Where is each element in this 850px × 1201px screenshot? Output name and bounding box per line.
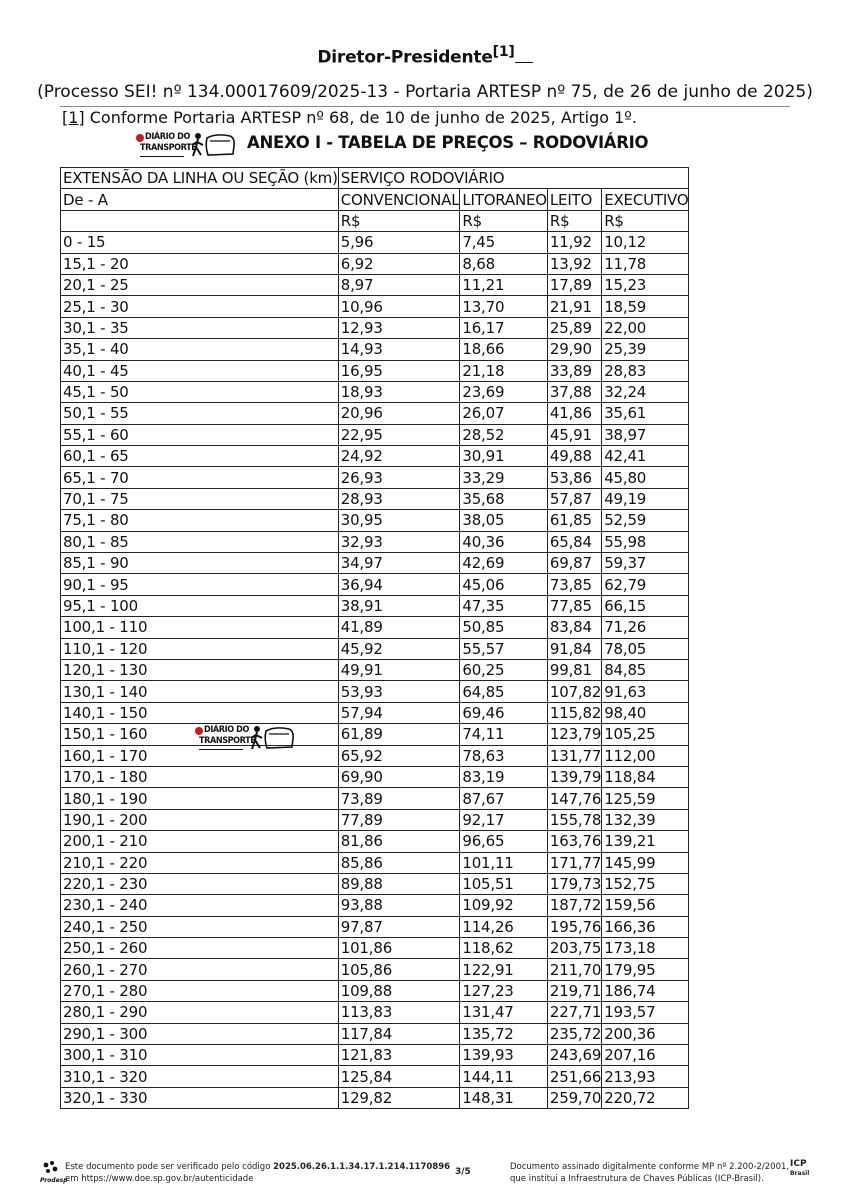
range-cell: 260,1 - 270 (61, 959, 339, 980)
range-cell: 160,1 - 170 (61, 745, 339, 766)
litoraneo-price: 60,25 (460, 659, 548, 680)
process-reference: (Processo SEI! nº 134.00017609/2025-13 - Portaria ARTESP nº 75, de 26 de junho de 2025) (37, 82, 813, 102)
litoraneo-price: 7,45 (460, 232, 548, 253)
digital-signature-note (510, 1161, 789, 1185)
table-row (61, 938, 689, 959)
range-cell: 250,1 - 260 (61, 938, 339, 959)
table-row (61, 681, 689, 702)
range-cell: 170,1 - 180 (61, 766, 339, 787)
range-cell: 95,1 - 100 (61, 595, 339, 616)
convencional-price: 57,94 (338, 702, 460, 723)
litoraneo-price: 131,47 (460, 1002, 548, 1023)
table-row (61, 232, 689, 253)
litoraneo-price: 35,68 (460, 488, 548, 509)
icp-label: ICP (790, 1159, 807, 1169)
range-cell: 15,1 - 20 (61, 253, 339, 274)
range-cell: 220,1 - 230 (61, 873, 339, 894)
litoraneo-price: 122,91 (460, 959, 548, 980)
convencional-price: 28,93 (338, 488, 460, 509)
table-row (61, 980, 689, 1001)
convencional-price: 73,89 (338, 788, 460, 809)
executivo-price: 125,59 (602, 788, 689, 809)
verify-prefix: Este documento pode ser verificado pelo código (65, 1162, 274, 1172)
executivo-price: 207,16 (602, 1045, 689, 1066)
leito-price: 25,89 (547, 317, 601, 338)
range-cell: 25,1 - 30 (61, 296, 339, 317)
range-cell: 65,1 - 70 (61, 467, 339, 488)
convencional-price: 5,96 (338, 232, 460, 253)
litoraneo-price: 144,11 (460, 1066, 548, 1087)
range-cell: 35,1 - 40 (61, 339, 339, 360)
executivo-price: 11,78 (602, 253, 689, 274)
convencional-price: 34,97 (338, 553, 460, 574)
table-row (61, 831, 689, 852)
leito-price: 203,75 (547, 938, 601, 959)
convencional-price: 36,94 (338, 574, 460, 595)
convencional-price: 81,86 (338, 831, 460, 852)
convencional-price: 20,96 (338, 403, 460, 424)
diario-do-transporte-logo (136, 132, 236, 162)
convencional-price: 16,95 (338, 360, 460, 381)
litoraneo-price: 96,65 (460, 831, 548, 852)
header-convencional: CONVENCIONAL (338, 189, 460, 210)
red-dot-icon (136, 134, 144, 142)
convencional-price: 89,88 (338, 873, 460, 894)
table-row (61, 766, 689, 787)
header-service: SERVIÇO RODOVIÁRIO (338, 168, 689, 189)
table-row (61, 659, 689, 680)
range-cell: 75,1 - 80 (61, 510, 339, 531)
leito-price: 11,92 (547, 232, 601, 253)
range-cell: 90,1 - 95 (61, 574, 339, 595)
leito-price: 243,69 (547, 1045, 601, 1066)
executivo-price: 66,15 (602, 595, 689, 616)
range-cell: 140,1 - 150 (61, 702, 339, 723)
table-row (61, 531, 689, 552)
convencional-price: 18,93 (338, 381, 460, 402)
leito-price: 179,73 (547, 873, 601, 894)
convencional-price: 65,92 (338, 745, 460, 766)
table-row (61, 1087, 689, 1108)
litoraneo-price: 92,17 (460, 809, 548, 830)
executivo-price: 200,36 (602, 1023, 689, 1044)
litoraneo-price: 45,06 (460, 574, 548, 595)
litoraneo-price: 83,19 (460, 766, 548, 787)
table-row (61, 467, 689, 488)
table-row (61, 296, 689, 317)
executivo-price: 139,21 (602, 831, 689, 852)
range-cell: 20,1 - 25 (61, 274, 339, 295)
currency-cell: R$ (547, 210, 601, 231)
range-cell: 150,1 - 160 (61, 724, 339, 745)
divider (60, 106, 790, 107)
convencional-price: 85,86 (338, 852, 460, 873)
executivo-price: 35,61 (602, 403, 689, 424)
table-row (61, 360, 689, 381)
leito-price: 195,76 (547, 916, 601, 937)
executivo-price: 193,57 (602, 1002, 689, 1023)
leito-price: 99,81 (547, 659, 601, 680)
executivo-price: 98,40 (602, 702, 689, 723)
litoraneo-price: 28,52 (460, 424, 548, 445)
range-cell: 230,1 - 240 (61, 895, 339, 916)
litoraneo-price: 26,07 (460, 403, 548, 424)
convencional-price: 109,88 (338, 980, 460, 1001)
executivo-price: 42,41 (602, 446, 689, 467)
table-row (61, 403, 689, 424)
logo-underline (140, 156, 184, 157)
range-cell: 100,1 - 110 (61, 617, 339, 638)
litoraneo-price: 30,91 (460, 446, 548, 467)
footnote-ref-link[interactable]: [1] (492, 44, 515, 60)
executivo-price: 173,18 (602, 938, 689, 959)
page-number: 3/5 (455, 1167, 471, 1177)
leito-price: 235,72 (547, 1023, 601, 1044)
range-cell: 200,1 - 210 (61, 831, 339, 852)
litoraneo-price: 114,26 (460, 916, 548, 937)
litoraneo-price: 50,85 (460, 617, 548, 638)
range-cell: 180,1 - 190 (61, 788, 339, 809)
leito-price: 21,91 (547, 296, 601, 317)
convencional-price: 14,93 (338, 339, 460, 360)
executivo-price: 62,79 (602, 574, 689, 595)
litoraneo-price: 13,70 (460, 296, 548, 317)
leito-price: 83,84 (547, 617, 601, 638)
table-row (61, 574, 689, 595)
convencional-price: 38,91 (338, 595, 460, 616)
icp-sub: Brasil (790, 1170, 810, 1177)
table-row (61, 317, 689, 338)
red-dot-icon (195, 727, 203, 735)
leito-price: 115,82 (547, 702, 601, 723)
range-cell: 85,1 - 90 (61, 553, 339, 574)
convencional-price: 117,84 (338, 1023, 460, 1044)
executivo-price: 159,56 (602, 895, 689, 916)
range-cell: 320,1 - 330 (61, 1087, 339, 1108)
currency-cell: R$ (460, 210, 548, 231)
table-row (61, 788, 689, 809)
footnote-text: Conforme Portaria ARTESP nº 68, de 10 de junho de 2025, Artigo 1º. (84, 108, 637, 127)
executivo-price: 220,72 (602, 1087, 689, 1108)
table-row (61, 510, 689, 531)
signatory-role: Diretor-Presidente[1] (0, 44, 850, 68)
header-extension: EXTENSÃO DA LINHA OU SEÇÃO (km) (61, 168, 339, 189)
pedestrian-bus-icon (192, 132, 236, 160)
leito-price: 45,91 (547, 424, 601, 445)
footnote (62, 108, 637, 127)
annex-title: ANEXO I - TABELA DE PREÇOS – RODOVIÁRIO (247, 133, 649, 152)
convencional-price: 12,93 (338, 317, 460, 338)
signed-line1: Documento assinado digitalmente conforme MP nº 2.200-2/2001, (510, 1162, 790, 1172)
leito-price: 77,85 (547, 595, 601, 616)
executivo-price: 28,83 (602, 360, 689, 381)
range-cell: 50,1 - 55 (61, 403, 339, 424)
logo-line2: TRANSPORTE (199, 736, 256, 746)
convencional-price: 6,92 (338, 253, 460, 274)
convencional-price: 77,89 (338, 809, 460, 830)
convencional-price: 97,87 (338, 916, 460, 937)
litoraneo-price: 109,92 (460, 895, 548, 916)
convencional-price: 61,89 (338, 724, 460, 745)
range-cell: 270,1 - 280 (61, 980, 339, 1001)
range-cell: 310,1 - 320 (61, 1066, 339, 1087)
litoraneo-price: 69,46 (460, 702, 548, 723)
convencional-price: 105,86 (338, 959, 460, 980)
table-columns-row (61, 189, 689, 210)
logo-underline (199, 749, 243, 750)
convencional-price: 125,84 (338, 1066, 460, 1087)
leito-price: 41,86 (547, 403, 601, 424)
table-row (61, 809, 689, 830)
convencional-price: 24,92 (338, 446, 460, 467)
litoraneo-price: 16,17 (460, 317, 548, 338)
executivo-price: 49,19 (602, 488, 689, 509)
range-cell: 190,1 - 200 (61, 809, 339, 830)
litoraneo-price: 101,11 (460, 852, 548, 873)
table-row (61, 745, 689, 766)
litoraneo-price: 47,35 (460, 595, 548, 616)
pedestrian-bus-icon (251, 725, 295, 753)
leito-price: 123,79 (547, 724, 601, 745)
leito-price: 155,78 (547, 809, 601, 830)
executivo-price: 213,93 (602, 1066, 689, 1087)
executivo-price: 55,98 (602, 531, 689, 552)
convencional-price: 22,95 (338, 424, 460, 445)
header-executivo: EXECUTIVO (602, 189, 689, 210)
convencional-price: 41,89 (338, 617, 460, 638)
executivo-price: 166,36 (602, 916, 689, 937)
table-row (61, 916, 689, 937)
executivo-price: 25,39 (602, 339, 689, 360)
logo-line1: DIÁRIO DO (145, 132, 190, 142)
litoraneo-price: 38,05 (460, 510, 548, 531)
range-cell: 300,1 - 310 (61, 1045, 339, 1066)
leito-price: 29,90 (547, 339, 601, 360)
executivo-price: 91,63 (602, 681, 689, 702)
litoraneo-price: 64,85 (460, 681, 548, 702)
table-currency-row (61, 210, 689, 231)
executivo-price: 59,37 (602, 553, 689, 574)
header-litoraneo: LITORANEO (460, 189, 548, 210)
convencional-price: 53,93 (338, 681, 460, 702)
currency-cell: R$ (338, 210, 460, 231)
table-row (61, 638, 689, 659)
leito-price: 73,85 (547, 574, 601, 595)
leito-price: 61,85 (547, 510, 601, 531)
executivo-price: 52,59 (602, 510, 689, 531)
table-row (61, 446, 689, 467)
leito-price: 139,79 (547, 766, 601, 787)
range-cell: 80,1 - 85 (61, 531, 339, 552)
litoraneo-price: 127,23 (460, 980, 548, 1001)
range-cell: 110,1 - 120 (61, 638, 339, 659)
executivo-price: 105,25 (602, 724, 689, 745)
range-cell: 120,1 - 130 (61, 659, 339, 680)
executivo-price: 84,85 (602, 659, 689, 680)
header-range: De - A (61, 189, 339, 210)
executivo-price: 22,00 (602, 317, 689, 338)
executivo-price: 32,24 (602, 381, 689, 402)
table-row (61, 595, 689, 616)
convencional-price: 49,91 (338, 659, 460, 680)
leito-price: 163,76 (547, 831, 601, 852)
litoraneo-price: 11,21 (460, 274, 548, 295)
leito-price: 219,71 (547, 980, 601, 1001)
range-cell: 290,1 - 300 (61, 1023, 339, 1044)
convencional-price: 45,92 (338, 638, 460, 659)
leito-price: 131,77 (547, 745, 601, 766)
convencional-price: 69,90 (338, 766, 460, 787)
leito-price: 53,86 (547, 467, 601, 488)
table-row (61, 617, 689, 638)
convencional-price: 30,95 (338, 510, 460, 531)
range-cell: 60,1 - 65 (61, 446, 339, 467)
verify-code: 2025.06.26.1.1.34.17.1.214.1170896 (273, 1162, 451, 1172)
executivo-price: 145,99 (602, 852, 689, 873)
range-cell: 280,1 - 290 (61, 1002, 339, 1023)
range-cell: 70,1 - 75 (61, 488, 339, 509)
leito-price: 211,70 (547, 959, 601, 980)
litoraneo-price: 135,72 (460, 1023, 548, 1044)
leito-price: 37,88 (547, 381, 601, 402)
page-footer (0, 1160, 850, 1190)
leito-price: 65,84 (547, 531, 601, 552)
table-row (61, 702, 689, 723)
leito-price: 107,82 (547, 681, 601, 702)
table-row (61, 381, 689, 402)
convencional-price: 101,86 (338, 938, 460, 959)
range-cell: 130,1 - 140 (61, 681, 339, 702)
table-row (61, 424, 689, 445)
litoraneo-price: 23,69 (460, 381, 548, 402)
verify-url-link[interactable]: em https://www.doe.sp.gov.br/autenticidade (65, 1174, 254, 1184)
executivo-price: 112,00 (602, 745, 689, 766)
leito-price: 13,92 (547, 253, 601, 274)
convencional-price: 129,82 (338, 1087, 460, 1108)
convencional-price: 10,96 (338, 296, 460, 317)
range-cell: 45,1 - 50 (61, 381, 339, 402)
table-row (61, 852, 689, 873)
leito-price: 69,87 (547, 553, 601, 574)
executivo-price: 38,97 (602, 424, 689, 445)
price-table (60, 167, 689, 1109)
leito-price: 57,87 (547, 488, 601, 509)
table-row (61, 873, 689, 894)
table-row (61, 959, 689, 980)
table-row (61, 1066, 689, 1087)
executivo-price: 45,80 (602, 467, 689, 488)
icp-brasil-logo (790, 1160, 809, 1178)
leito-price: 91,84 (547, 638, 601, 659)
range-cell: 240,1 - 250 (61, 916, 339, 937)
table-row (61, 1002, 689, 1023)
litoraneo-price: 18,66 (460, 339, 548, 360)
leito-price: 147,76 (547, 788, 601, 809)
table-row (61, 724, 689, 745)
executivo-price: 118,84 (602, 766, 689, 787)
executivo-price: 15,23 (602, 274, 689, 295)
executivo-price: 71,26 (602, 617, 689, 638)
executivo-price: 186,74 (602, 980, 689, 1001)
prodesp-logo-icon (40, 1160, 68, 1186)
litoraneo-price: 118,62 (460, 938, 548, 959)
table-row (61, 1045, 689, 1066)
litoraneo-price: 105,51 (460, 873, 548, 894)
executivo-price: 179,95 (602, 959, 689, 980)
executivo-price: 10,12 (602, 232, 689, 253)
logo-line1: DIÁRIO DO (204, 725, 249, 735)
empty-cell (61, 210, 339, 231)
range-cell: 40,1 - 45 (61, 360, 339, 381)
currency-cell: R$ (602, 210, 689, 231)
table-row (61, 895, 689, 916)
prodesp-label: Prodesp (40, 1177, 68, 1184)
table-row (61, 553, 689, 574)
convencional-price: 8,97 (338, 274, 460, 295)
header-leito: LEITO (547, 189, 601, 210)
convencional-price: 32,93 (338, 531, 460, 552)
leito-price: 17,89 (547, 274, 601, 295)
litoraneo-price: 42,69 (460, 553, 548, 574)
litoraneo-price: 8,68 (460, 253, 548, 274)
litoraneo-price: 40,36 (460, 531, 548, 552)
table-header-row (61, 168, 689, 189)
range-cell: 210,1 - 220 (61, 852, 339, 873)
leito-price: 259,70 (547, 1087, 601, 1108)
footnote-marker-link[interactable]: [1] (62, 108, 85, 127)
convencional-price: 113,83 (338, 1002, 460, 1023)
litoraneo-price: 33,29 (460, 467, 548, 488)
leito-price: 171,77 (547, 852, 601, 873)
leito-price: 251,66 (547, 1066, 601, 1087)
table-row (61, 488, 689, 509)
diario-do-transporte-watermark (195, 725, 295, 755)
leito-price: 33,89 (547, 360, 601, 381)
table-row (61, 1023, 689, 1044)
convencional-price: 93,88 (338, 895, 460, 916)
logo-line2: TRANSPORTE (140, 143, 197, 153)
signed-line2: que institui a Infraestrutura de Chaves Públicas (ICP-Brasil). (510, 1174, 764, 1184)
verification-note (65, 1161, 450, 1185)
range-cell: 55,1 - 60 (61, 424, 339, 445)
table-row (61, 253, 689, 274)
litoraneo-price: 87,67 (460, 788, 548, 809)
leito-price: 227,71 (547, 1002, 601, 1023)
litoraneo-price: 139,93 (460, 1045, 548, 1066)
litoraneo-price: 74,11 (460, 724, 548, 745)
executivo-price: 152,75 (602, 873, 689, 894)
executivo-price: 78,05 (602, 638, 689, 659)
litoraneo-price: 148,31 (460, 1087, 548, 1108)
litoraneo-price: 21,18 (460, 360, 548, 381)
leito-price: 49,88 (547, 446, 601, 467)
table-row (61, 274, 689, 295)
executivo-price: 18,59 (602, 296, 689, 317)
range-cell: 0 - 15 (61, 232, 339, 253)
convencional-price: 26,93 (338, 467, 460, 488)
range-cell: 30,1 - 35 (61, 317, 339, 338)
underline-mark (515, 48, 533, 63)
litoraneo-price: 78,63 (460, 745, 548, 766)
table-row (61, 339, 689, 360)
convencional-price: 121,83 (338, 1045, 460, 1066)
executivo-price: 132,39 (602, 809, 689, 830)
litoraneo-price: 55,57 (460, 638, 548, 659)
leito-price: 187,72 (547, 895, 601, 916)
